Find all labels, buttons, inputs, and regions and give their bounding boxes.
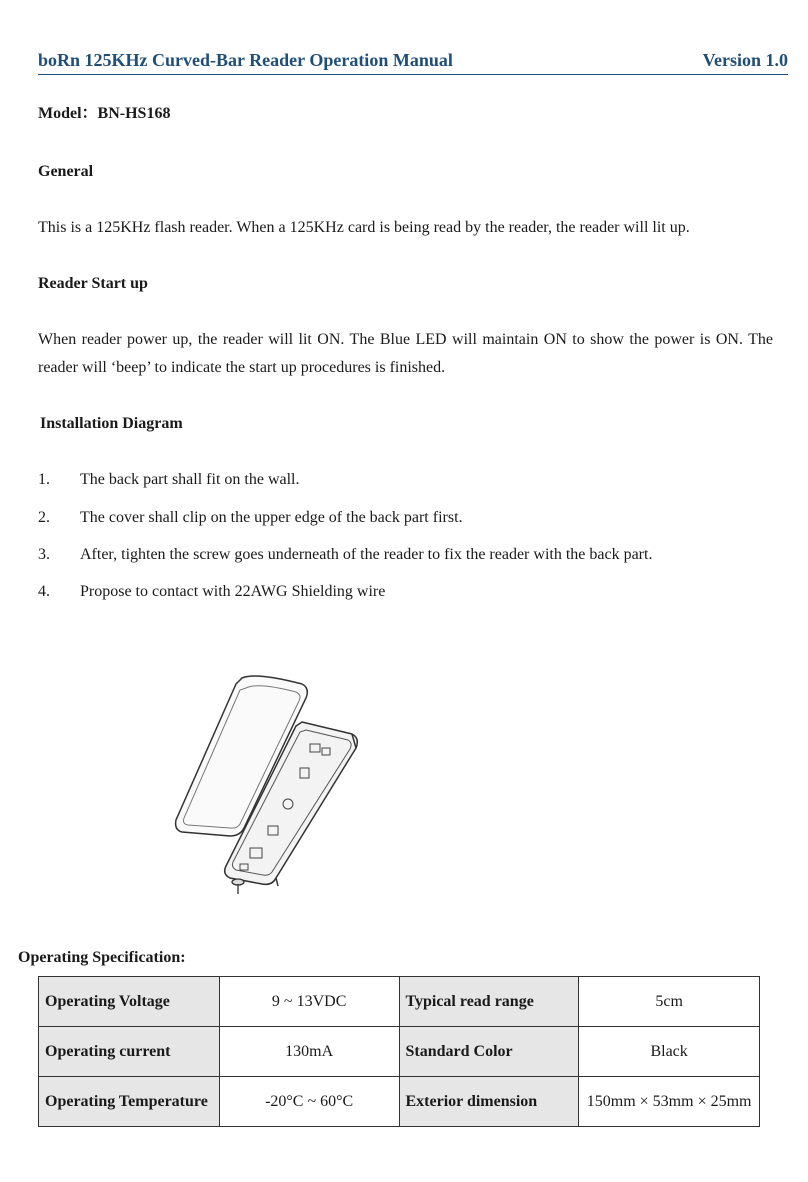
step-number: 1. [38,471,50,488]
installation-heading: Installation Diagram [40,415,183,432]
spec-value: 130mA [219,1027,399,1077]
model-line: Model：BN-HS168 [38,105,171,122]
page-header [38,48,788,75]
general-text: This is a 125KHz flash reader. When a 125KHz card is being read by the reader, the reader will lit up. [38,219,690,236]
spec-label: Typical read range [399,977,579,1027]
step-text: After, tighten the screw goes underneath of the reader to fix the reader with the back part. [80,546,653,563]
spec-value: 150mm × 53mm × 25mm [579,1077,760,1127]
manual-version: Version 1.0 [702,50,788,70]
startup-text: When reader power up, the reader will lit ON. The Blue LED will maintain ON to show the power is ON. The reader will ‘beep’ to indicate the start up procedures is finished. [38,331,773,376]
spec-label: Operating Voltage [39,977,220,1027]
table-row [39,1077,760,1127]
step-text: Propose to contact with 22AWG Shielding wire [80,583,386,600]
spec-label: Operating Temperature [39,1077,220,1127]
spec-value: Black [579,1027,760,1077]
spec-label: Exterior dimension [399,1077,579,1127]
general-heading: General [38,163,94,180]
spec-value: -20°C ~ 60°C [219,1077,399,1127]
spec-label: Operating current [39,1027,220,1077]
table-row [39,977,760,1027]
startup-heading: Reader Start up [38,275,148,292]
spec-heading: Operating Specification: [18,949,186,966]
step-number: 3. [38,546,50,563]
step-number: 2. [38,509,50,526]
spec-value: 5cm [579,977,760,1027]
table-row [39,1027,760,1077]
screw-icon [232,879,244,894]
step-number: 4. [38,583,50,600]
spec-label: Standard Color [399,1027,579,1077]
spec-value: 9 ~ 13VDC [219,977,399,1027]
installation-diagram [160,668,370,898]
manual-title: boRn 125KHz Curved-Bar Reader Operation Manual [38,50,453,70]
step-text: The cover shall clip on the upper edge of the back part first. [80,509,463,526]
step-text: The back part shall fit on the wall. [80,471,300,488]
spec-table [38,976,760,1127]
